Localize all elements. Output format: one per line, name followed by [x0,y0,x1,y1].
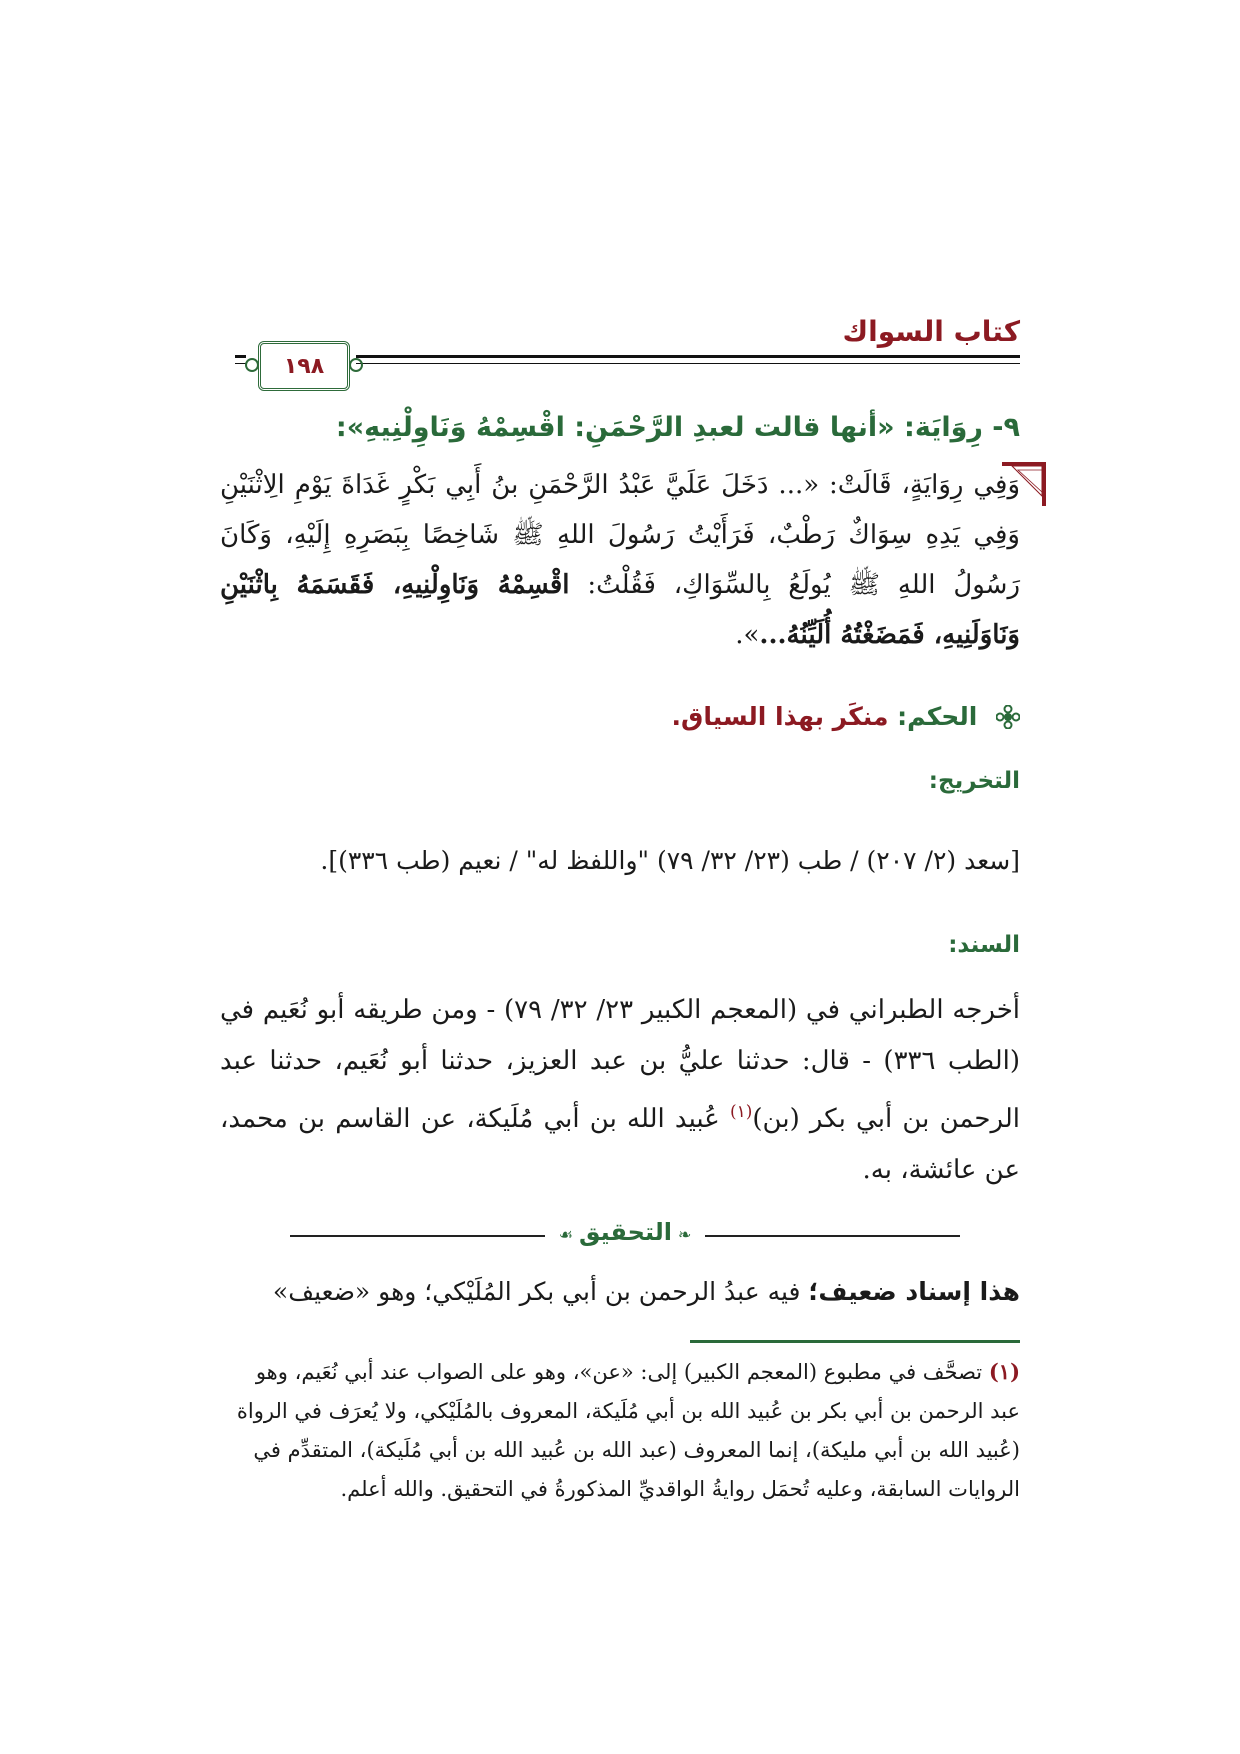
ornament-icon: ☙ [558,1225,573,1244]
corner-ornament-icon [1002,462,1046,506]
tahqiq-heading [230,1218,1020,1246]
tahqiq-label: التحقيق [578,1218,672,1246]
quote-end: ». [735,620,760,650]
quote-part1: وَفِي رِوَايَةٍ، قَالَتْ: «... دَخَلَ عَلَيَّ عَبْدُ الرَّحْمَنِ بنُ أَبِي بَكْرٍ غَدَاةَ يَوْمِ الِاثْنَيْنِ وَفِي يَدِهِ سِوَاكٌ رَطْبٌ، فَرَأَيْتُ رَسُولَ اللهِ ﷺ شَاخِصًا بِبَصَرِهِ إِلَيْهِ، وَكَانَ رَسُولُ اللهِ ﷺ يُولَعُ بِالسِّوَاكِ، فَقُلْتُ: [220,470,1021,600]
sanad-text [220,985,1020,1196]
footnote-ref[interactable]: (١) [729,1102,753,1122]
ruling-label: الحكم: [897,702,978,731]
footnote-text: تصحَّف في مطبوع (المعجم الكبير) إلى: «عن»، وهو على الصواب عند أبي نُعَيم، وهو عبد الرحمن بن أبي بكر بن عُبيد الله بن أبي مُلَيكة، المعروف بالمُلَيْكي، ولا يُعرَف في الرواة (عُبيد الله بن أبي مليكة)، إنما المعروف (عبد الله بن عُبيد الله بن أبي مُلَيكة)، المتقدِّم في الروايات السابقة، وعليه تُحمَل روايةُ الواقديِّ المذكورةُ في التحقيق. والله أعلم. [236,1360,1020,1501]
ornament-icon: ❧ [677,1225,692,1244]
section-heading: ٩- رِوَايَة: «أنها قالت لعبدِ الرَّحْمَنِ: اقْسِمْهُ وَنَاوِلْنِيهِ»: [335,412,1020,443]
footnote-rule [690,1340,1020,1343]
flower-icon [996,705,1020,729]
verdict-line [220,1268,1020,1316]
sanad-heading: السند: [948,932,1020,958]
hadith-quote [220,460,1020,660]
verdict-rest: فيه عبدُ الرحمن بن أبي بكر المُلَيْكي؛ وهو «ضعيف» [272,1277,809,1306]
book-title: كتاب السواك [842,315,1020,348]
verdict-bold: هذا إسناد ضعيف؛ [808,1277,1020,1306]
tahqiq-divider [230,1216,1020,1256]
footnote [220,1352,1020,1509]
sanad-text-before: أخرجه الطبراني في (المعجم الكبير ٢٣/ ٣٢/ ٧٩) - ومن طريقه أبو نُعَيم في (الطب ٣٣٦) - قال: حدثنا عليُّ بن عبد العزيز، حدثنا أبو نُعَيم، حدثنا عبد الرحمن بن أبي بكر (بن) [220,995,1021,1134]
sanad-text-after: عُبيد الله بن أبي مُلَيكة، عن القاسم بن محمد، عن عائشة، به. [220,1104,1020,1185]
page-number-badge [258,341,350,391]
quote-text [220,460,1020,660]
ruling-line [220,702,1020,731]
footnote-number: (١) [988,1359,1020,1384]
page-header [230,315,1020,395]
takhrij-heading: التخريج: [928,768,1020,794]
quote-bold-part: اقْسِمْهُ وَنَاوِلْنِيهِ، فَقَسَمَهُ بِاثْنَيْنِ وَنَاوَلَنِيهِ، فَمَضَغْتُهُ أُلَيِّنُهُ... [220,570,1020,650]
ruling-value: منكَر بهذا السياق. [671,702,889,731]
takhrij-refs: [سعد (٢/ ٢٠٧) / طب (٢٣/ ٣٢/ ٧٩) "واللفظ له" / نعيم (طب ٣٣٦)]. [320,846,1020,875]
page-number: ١٩٨ [283,353,325,379]
